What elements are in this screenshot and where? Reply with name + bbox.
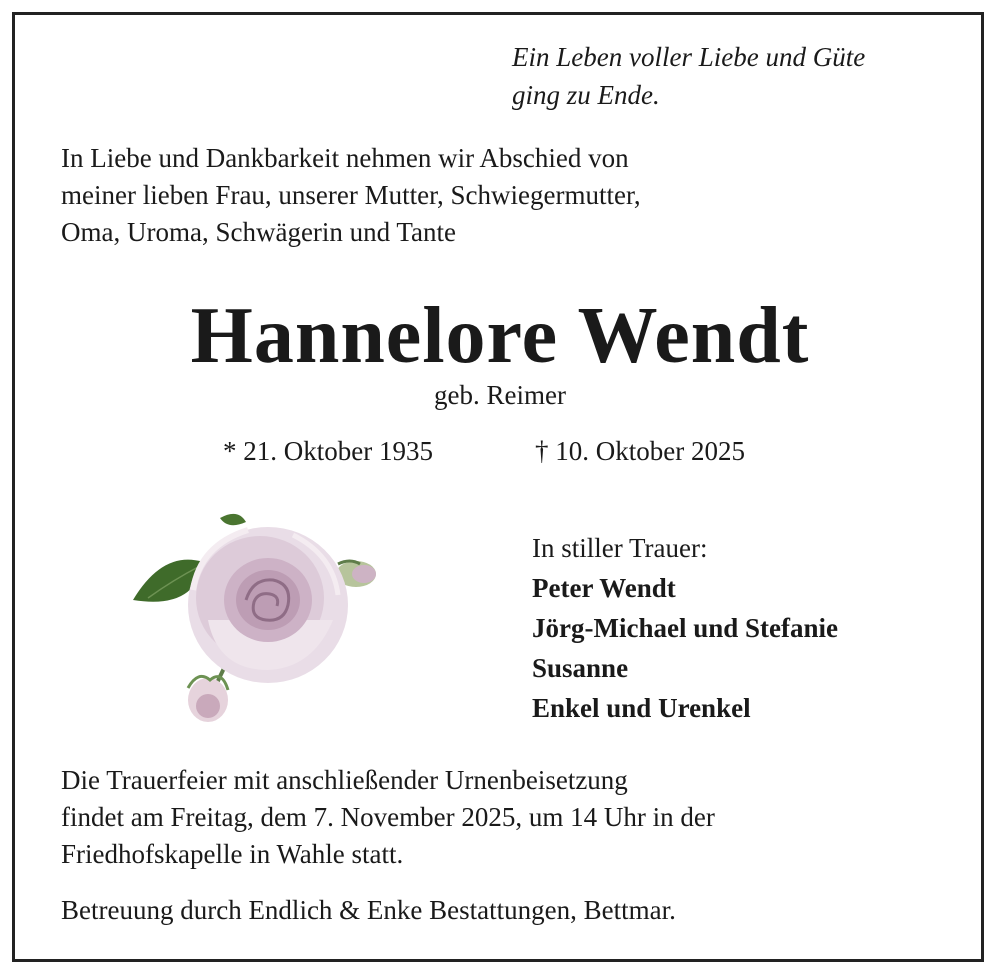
intro-line: meiner lieben Frau, unserer Mutter, Schwiegermutter, (61, 180, 641, 210)
service-line: Friedhofskapelle in Wahle statt. (61, 839, 404, 869)
undertaker-note: Betreuung durch Endlich & Enke Bestattungen, Bettmar. (61, 895, 676, 925)
motto (512, 38, 865, 114)
service-line: Die Trauerfeier mit anschließender Urnenbeisetzung (61, 765, 628, 795)
deceased-name: Hannelore Wendt (190, 292, 810, 380)
death-date: † 10. Oktober 2025 (535, 436, 745, 466)
intro-line: Oma, Uroma, Schwägerin und Tante (61, 217, 457, 247)
service-info (61, 762, 715, 873)
mourner-name: Enkel und Urenkel (532, 693, 751, 723)
intro-text (61, 140, 641, 251)
birth-name: geb. Reimer (434, 380, 566, 410)
mourner-name: Jörg-Michael und Stefanie (532, 613, 838, 643)
service-line: findet am Freitag, dem 7. November 2025, um 14 Uhr in der (61, 802, 715, 832)
intro-line: In Liebe und Dankbarkeit nehmen wir Abschied von (61, 143, 629, 173)
mourners-block (532, 528, 838, 728)
birth-date: * 21. Oktober 1935 (223, 436, 433, 466)
motto-line: ging zu Ende. (512, 80, 660, 110)
motto-line: Ein Leben voller Liebe und Güte (512, 42, 866, 72)
mourner-name: Susanne (532, 653, 629, 683)
mourner-name: Peter Wendt (532, 573, 676, 603)
mourners-heading: In stiller Trauer: (532, 533, 708, 563)
rose-icon (128, 500, 388, 730)
